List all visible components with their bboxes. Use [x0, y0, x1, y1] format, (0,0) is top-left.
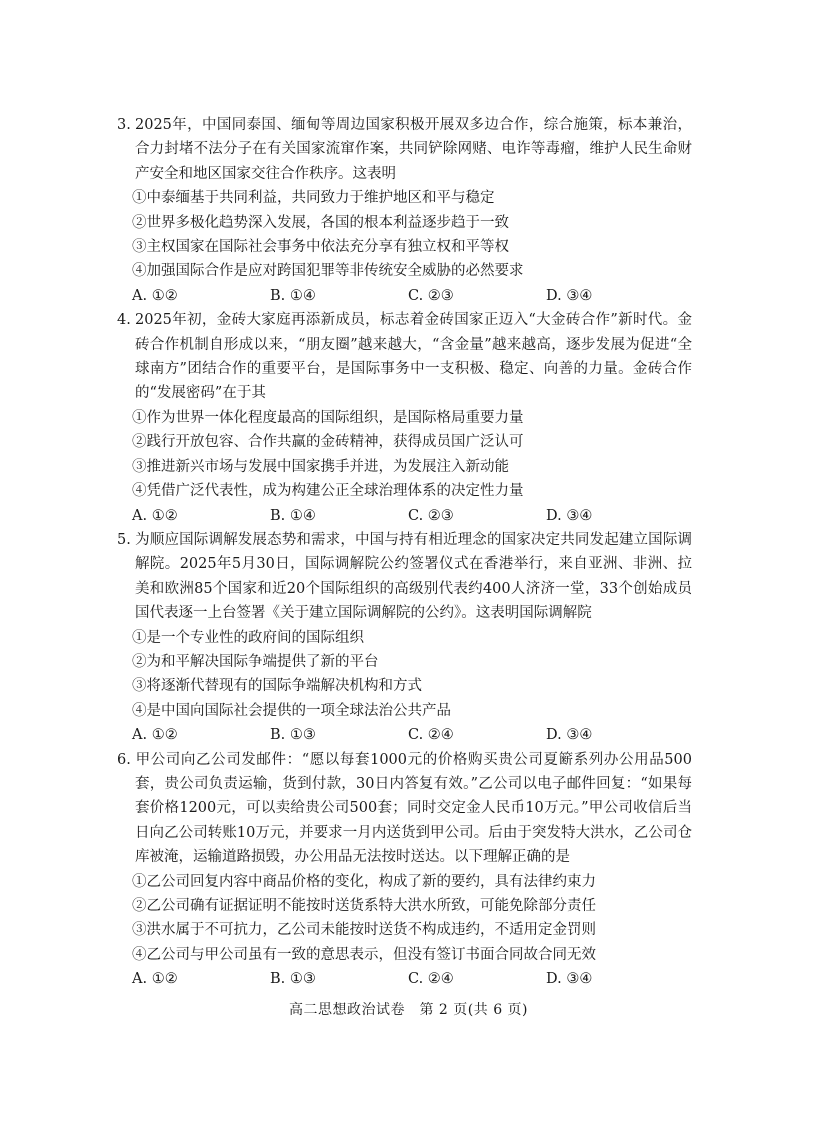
choice-c: C. ②③	[408, 507, 454, 524]
choice-d: D. ③④	[546, 507, 593, 524]
statement-2: ②世界多极化趋势深入发展，各国的根本利益逐步趋于一致	[132, 214, 509, 231]
choice-d: D. ③④	[546, 727, 593, 744]
question-number: 5.	[117, 531, 131, 548]
statement-2: ②乙公司确有证据证明不能按时送货系特大洪水所致，可能免除部分责任	[132, 898, 596, 914]
statement-2: ②为和平解决国际争端提供了新的平台	[132, 653, 379, 670]
answer-choices	[117, 504, 692, 528]
question-number: 6.	[117, 751, 131, 768]
answer-choices	[117, 284, 692, 308]
question-stem	[117, 748, 692, 870]
choice-c: C. ②④	[408, 727, 454, 744]
statement-4: ④加强国际合作是应对跨国犯罪等非传统安全威胁的必然要求	[132, 263, 524, 280]
choice-b: B. ①③	[270, 727, 316, 744]
question-number: 4.	[117, 312, 131, 329]
choice-c: C. ②④	[408, 971, 454, 988]
statement-4: ④是中国向国际社会提供的一项全球法治公共产品	[132, 702, 451, 719]
choice-a: A. ①②	[132, 971, 178, 988]
choice-d: D. ③④	[546, 287, 593, 304]
statement-3: ③推进新兴市场与发展中国家携手并进，为发展注入新动能	[132, 458, 509, 475]
statement-4: ④凭借广泛代表性，成为构建公正全球治理体系的决定性力量	[132, 483, 524, 500]
question-stem	[117, 528, 692, 626]
statement-4: ④乙公司与甲公司虽有一致的意思表示，但没有签订书面合同故合同无效	[132, 946, 596, 963]
question-6	[117, 748, 692, 992]
choice-a: A. ①②	[132, 507, 178, 524]
choice-a: A. ①②	[132, 287, 178, 304]
answer-choices	[117, 723, 692, 747]
choice-a: A. ①②	[132, 727, 178, 744]
choice-c: C. ②③	[408, 287, 454, 304]
statement-3: ③将逐渐代替现有的国际争端解决机构和方式	[132, 678, 422, 695]
statement-2: ②践行开放包容、合作共赢的金砖精神，获得成员国广泛认可	[132, 434, 524, 451]
statement-3: ③洪水属于不可抗力，乙公司未能按时送货不构成违约，不适用定金罚则	[132, 922, 596, 939]
question-stem	[117, 308, 692, 406]
question-text: 2025年初，金砖大家庭再添新成员，标志着金砖国家正迈入“大金砖合作”新时代。金砖合作机制自形成以来，“朋友圈”越来越大，“含金量”越来越高，逐步发展为促进“全球南方”团结合作的重要平台，是国际事务中一支积极、稳定、向善的力量。金砖合作的“发展密码”在于其	[135, 312, 692, 402]
question-number: 3.	[117, 117, 131, 133]
question-3	[117, 113, 692, 308]
choice-b: B. ①④	[270, 287, 316, 304]
statement-1: ①乙公司回复内容中商品价格的变化，构成了新的要约，具有法律约束力	[132, 873, 596, 890]
question-4	[117, 308, 692, 528]
question-5	[117, 528, 692, 748]
answer-choices	[117, 967, 692, 991]
question-stem	[117, 113, 692, 186]
page-footer: 高二思想政治试卷 第 2 页(共 6 页)	[288, 1002, 529, 1018]
choice-b: B. ①③	[270, 971, 316, 988]
choice-d: D. ③④	[546, 971, 593, 988]
choice-b: B. ①④	[270, 507, 316, 524]
exam-page	[117, 113, 692, 992]
question-text: 2025年，中国同泰国、缅甸等周边国家积极开展双多边合作，综合施策，标本兼治，合力封堵不法分子在有关国家流窜作案，共同铲除网赌、电诈等毒瘤，维护人民生命财产安全和地区国家交往合作秩序。这表明	[135, 117, 692, 182]
statement-1: ①作为世界一体化程度最高的国际组织，是国际格局重要力量	[132, 409, 524, 426]
statement-1: ①中泰缅基于共同利益，共同致力于维护地区和平与稳定	[132, 190, 495, 207]
question-text: 为顺应国际调解发展态势和需求，中国与持有相近理念的国家决定共同发起建立国际调解院。2025年5月30日，国际调解院公约签署仪式在香港举行，来自亚洲、非洲、拉美和欧洲85个国家和近20个国际组织的高级别代表约400人济济一堂，33个创始成员国代表逐一上台签署《关于建立国际调解院的公约》。这表明国际调解院	[135, 531, 692, 622]
question-text: 甲公司向乙公司发邮件：“愿以每套1000元的价格购买贵公司夏簖系列办公用品500套，贵公司负责运输，货到付款，30日内答复有效。”乙公司以电子邮件回复：“如果每套价格1200元，可以卖给贵公司500套；同时交定金人民币10万元。”甲公司收信后当日向乙公司转账10万元，并要求一月内送货到甲公司。后由于突发特大洪水，乙公司仓库被淹，运输道路损毁，办公用品无法按时送达。以下理解正确的是	[135, 751, 692, 866]
statement-1: ①是一个专业性的政府间的国际组织	[132, 629, 364, 646]
statement-3: ③主权国家在国际社会事务中依法充分享有独立权和平等权	[132, 239, 509, 256]
